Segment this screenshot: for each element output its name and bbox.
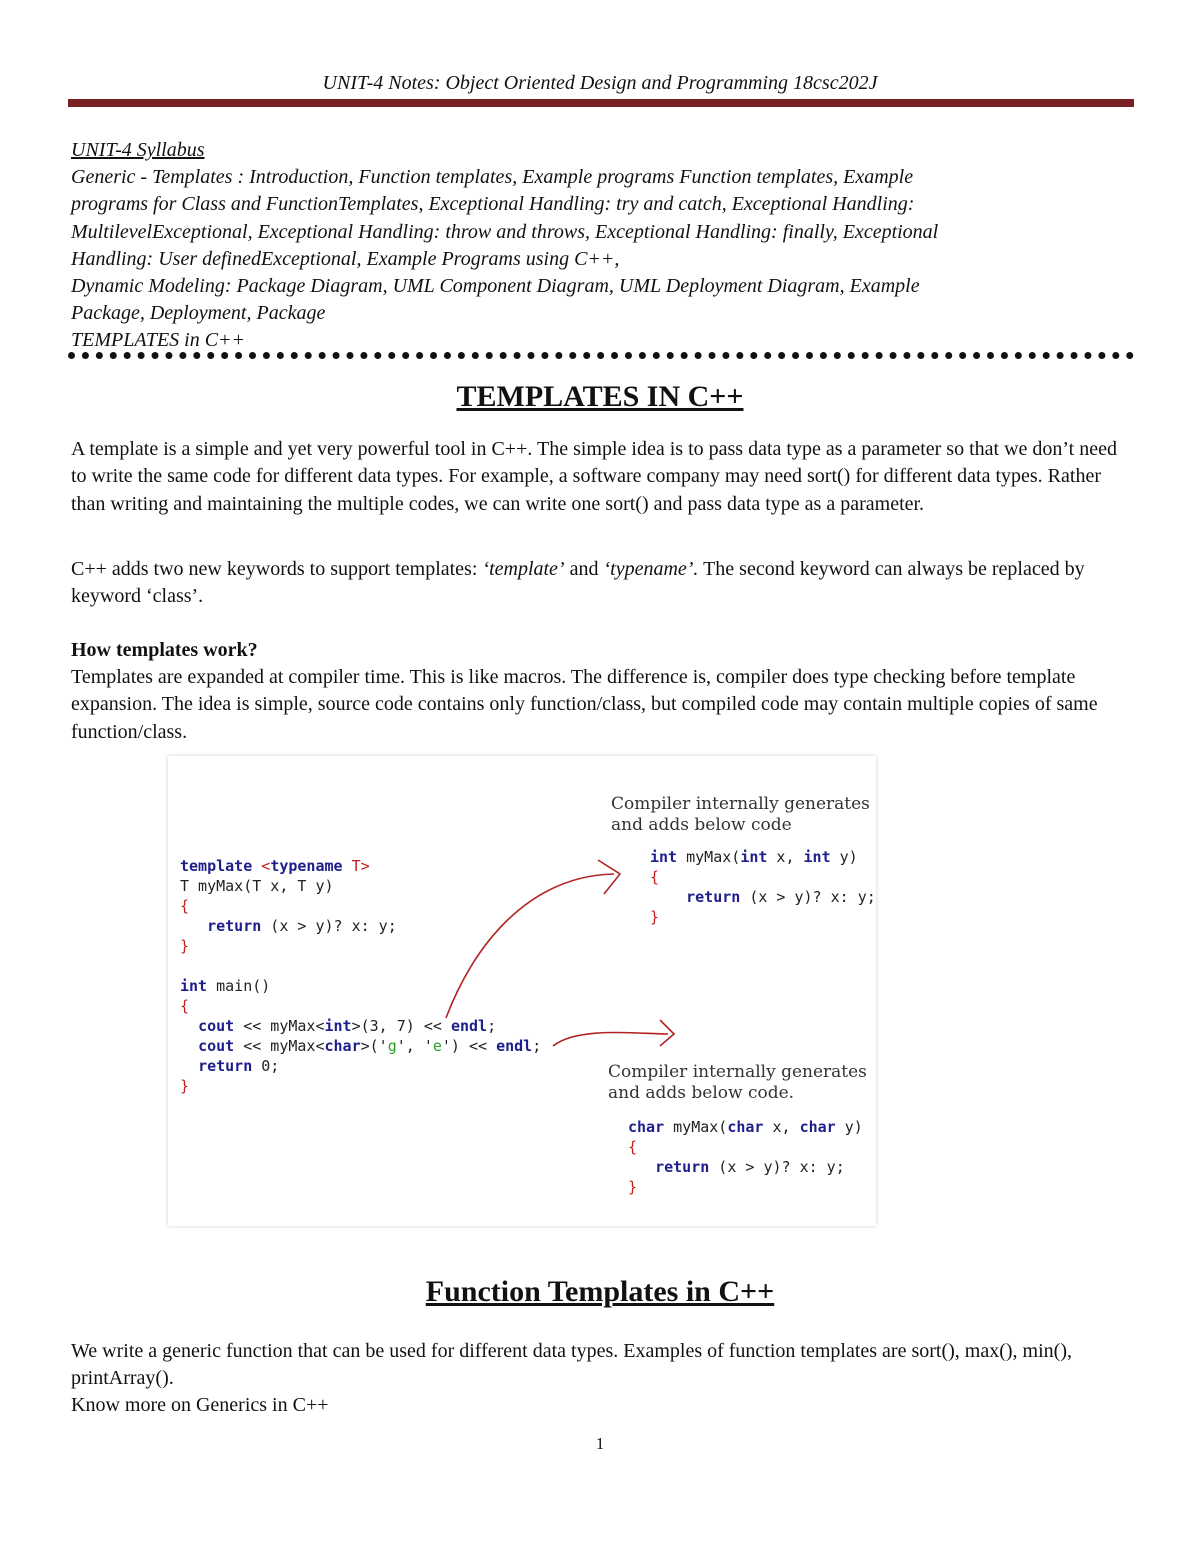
code-token: cout: [198, 1017, 235, 1035]
code-token: int: [324, 1017, 352, 1035]
code-token: (x > y)? x: y;: [709, 1158, 845, 1176]
code-token: int: [650, 848, 678, 866]
keywords-rest: The second keyword can always be replaced by keyword ‘class’.: [71, 558, 1085, 608]
code-token: return: [207, 917, 262, 935]
syllabus-line: Dynamic Modeling: Package Diagram, UML Component Diagram, UML Deployment Diagram, Example: [71, 275, 920, 298]
code-token: myMax(: [664, 1118, 728, 1136]
code-token: main(): [207, 977, 271, 995]
code-token: }: [180, 1077, 190, 1095]
arrow-to-int-icon: [446, 874, 614, 1018]
code-token: << myMax<: [234, 1037, 325, 1055]
how-templates-paragraph: Templates are expanded at compiler time. This is like macros. The difference is, compiler does type checking before template expansion. The idea is simple, source code contains only function/class, but compiled code may contain multiple copies of same function/class.: [71, 666, 1098, 743]
keywords-and: and: [564, 558, 604, 580]
code-token: ') <<: [441, 1037, 497, 1055]
code-token: char: [799, 1118, 836, 1136]
code-token: g: [387, 1037, 397, 1055]
section-heading-function-templates: Function Templates in C++: [425, 1275, 775, 1308]
code-token: return: [686, 888, 741, 906]
code-token: typename: [270, 857, 343, 875]
page-header: UNIT-4 Notes: Object Oriented Design and Programming 18csc202J: [322, 72, 878, 94]
code-token: {: [180, 997, 190, 1015]
code-token: (x > y)? x: y;: [740, 888, 876, 906]
code-token: {: [180, 897, 190, 915]
generics-link-text: Know more on Generics in C++: [71, 1394, 329, 1416]
code-token: << myMax<: [234, 1017, 325, 1035]
syllabus-line: Handling: User definedExceptional, Example Programs using C++,: [71, 247, 620, 270]
code-token: char: [324, 1037, 361, 1055]
code-token: template: [180, 857, 253, 875]
code-token: return: [655, 1158, 710, 1176]
code-token: e: [432, 1037, 442, 1055]
how-templates-heading: How templates work?: [71, 639, 258, 661]
code-token: endl: [450, 1017, 488, 1035]
code-token: 0;: [252, 1057, 280, 1075]
note-line: Compiler internally generates: [611, 794, 870, 814]
code-token: x,: [763, 1118, 800, 1136]
syllabus-block: [71, 137, 1131, 355]
intro-paragraph: A template is a simple and yet very powerful tool in C++. The simple idea is to pass data type as a parameter so that we don’t need to write the same code for different data types. For example, a software company may need sort() for different data types. Rather than writing and maintaining the multiple codes, we can write one sort() and pass data type as a parameter.: [71, 438, 1117, 515]
code-token: x,: [767, 848, 804, 866]
syllabus-line: TEMPLATES in C++: [71, 329, 246, 352]
code-token: char: [628, 1118, 665, 1136]
code-token: myMax(: [677, 848, 741, 866]
code-token: endl: [496, 1037, 533, 1055]
code-token: ', ': [396, 1037, 433, 1055]
page-number: 1: [595, 1434, 605, 1453]
keyword-typename: ‘typename’.: [603, 558, 699, 580]
code-token: y): [835, 1118, 863, 1136]
keyword-template: ‘template’: [482, 558, 565, 580]
arrow-to-char-icon: [553, 1032, 668, 1046]
section-heading-templates: TEMPLATES IN C++: [456, 380, 744, 413]
syllabus-line: Generic - Templates : Introduction, Function templates, Example programs Function templates, Example: [71, 166, 914, 189]
note-line: and adds below code.: [608, 1083, 795, 1103]
template-expansion-figure: [168, 756, 876, 1226]
code-token: ;: [532, 1037, 542, 1055]
code-token: {: [628, 1138, 638, 1156]
header-rule: [68, 99, 1134, 107]
arrowhead-char-icon: [660, 1020, 674, 1046]
code-token: {: [650, 868, 660, 886]
note-line: Compiler internally generates: [608, 1062, 867, 1082]
syllabus-line: Package, Deployment, Package: [71, 302, 326, 325]
code-token: ;: [487, 1017, 497, 1035]
function-templates-paragraph: We write a generic function that can be used for different data types. Examples of function templates are sort(), max(), min(), printArray().: [71, 1340, 1072, 1390]
code-token: int: [803, 848, 831, 866]
code-token: return: [198, 1057, 253, 1075]
syllabus-line: MultilevelExceptional, Exceptional Handling: throw and throws, Exceptional Handling: finally, Exceptional: [71, 220, 939, 243]
note-line: and adds below code: [611, 815, 792, 835]
code-token: char: [727, 1118, 764, 1136]
arrows-overlay: [168, 756, 876, 1226]
code-token: cout: [198, 1037, 235, 1055]
code-token: >(': [360, 1037, 388, 1055]
syllabus-line: programs for Class and FunctionTemplates, Exceptional Handling: try and catch, Exceptional Handling:: [71, 193, 915, 216]
code-token: }: [628, 1178, 638, 1196]
code-token: >(3, 7) <<: [351, 1017, 451, 1035]
code-token: }: [180, 937, 190, 955]
keywords-paragraph: [71, 556, 1133, 611]
code-token: <: [252, 857, 271, 875]
code-token: int: [180, 977, 208, 995]
code-token: (x > y)? x: y;: [261, 917, 397, 935]
code-token: }: [650, 908, 660, 926]
dotted-divider: [68, 352, 1134, 359]
syllabus-title: UNIT-4 Syllabus: [71, 139, 205, 161]
code-token: int: [740, 848, 768, 866]
code-token: T>: [342, 857, 370, 875]
arrowhead-int-icon: [598, 860, 620, 894]
code-token: y): [830, 848, 858, 866]
keywords-text: C++ adds two new keywords to support templates:: [71, 558, 483, 580]
code-token: T myMax(T x, T y): [180, 877, 334, 895]
